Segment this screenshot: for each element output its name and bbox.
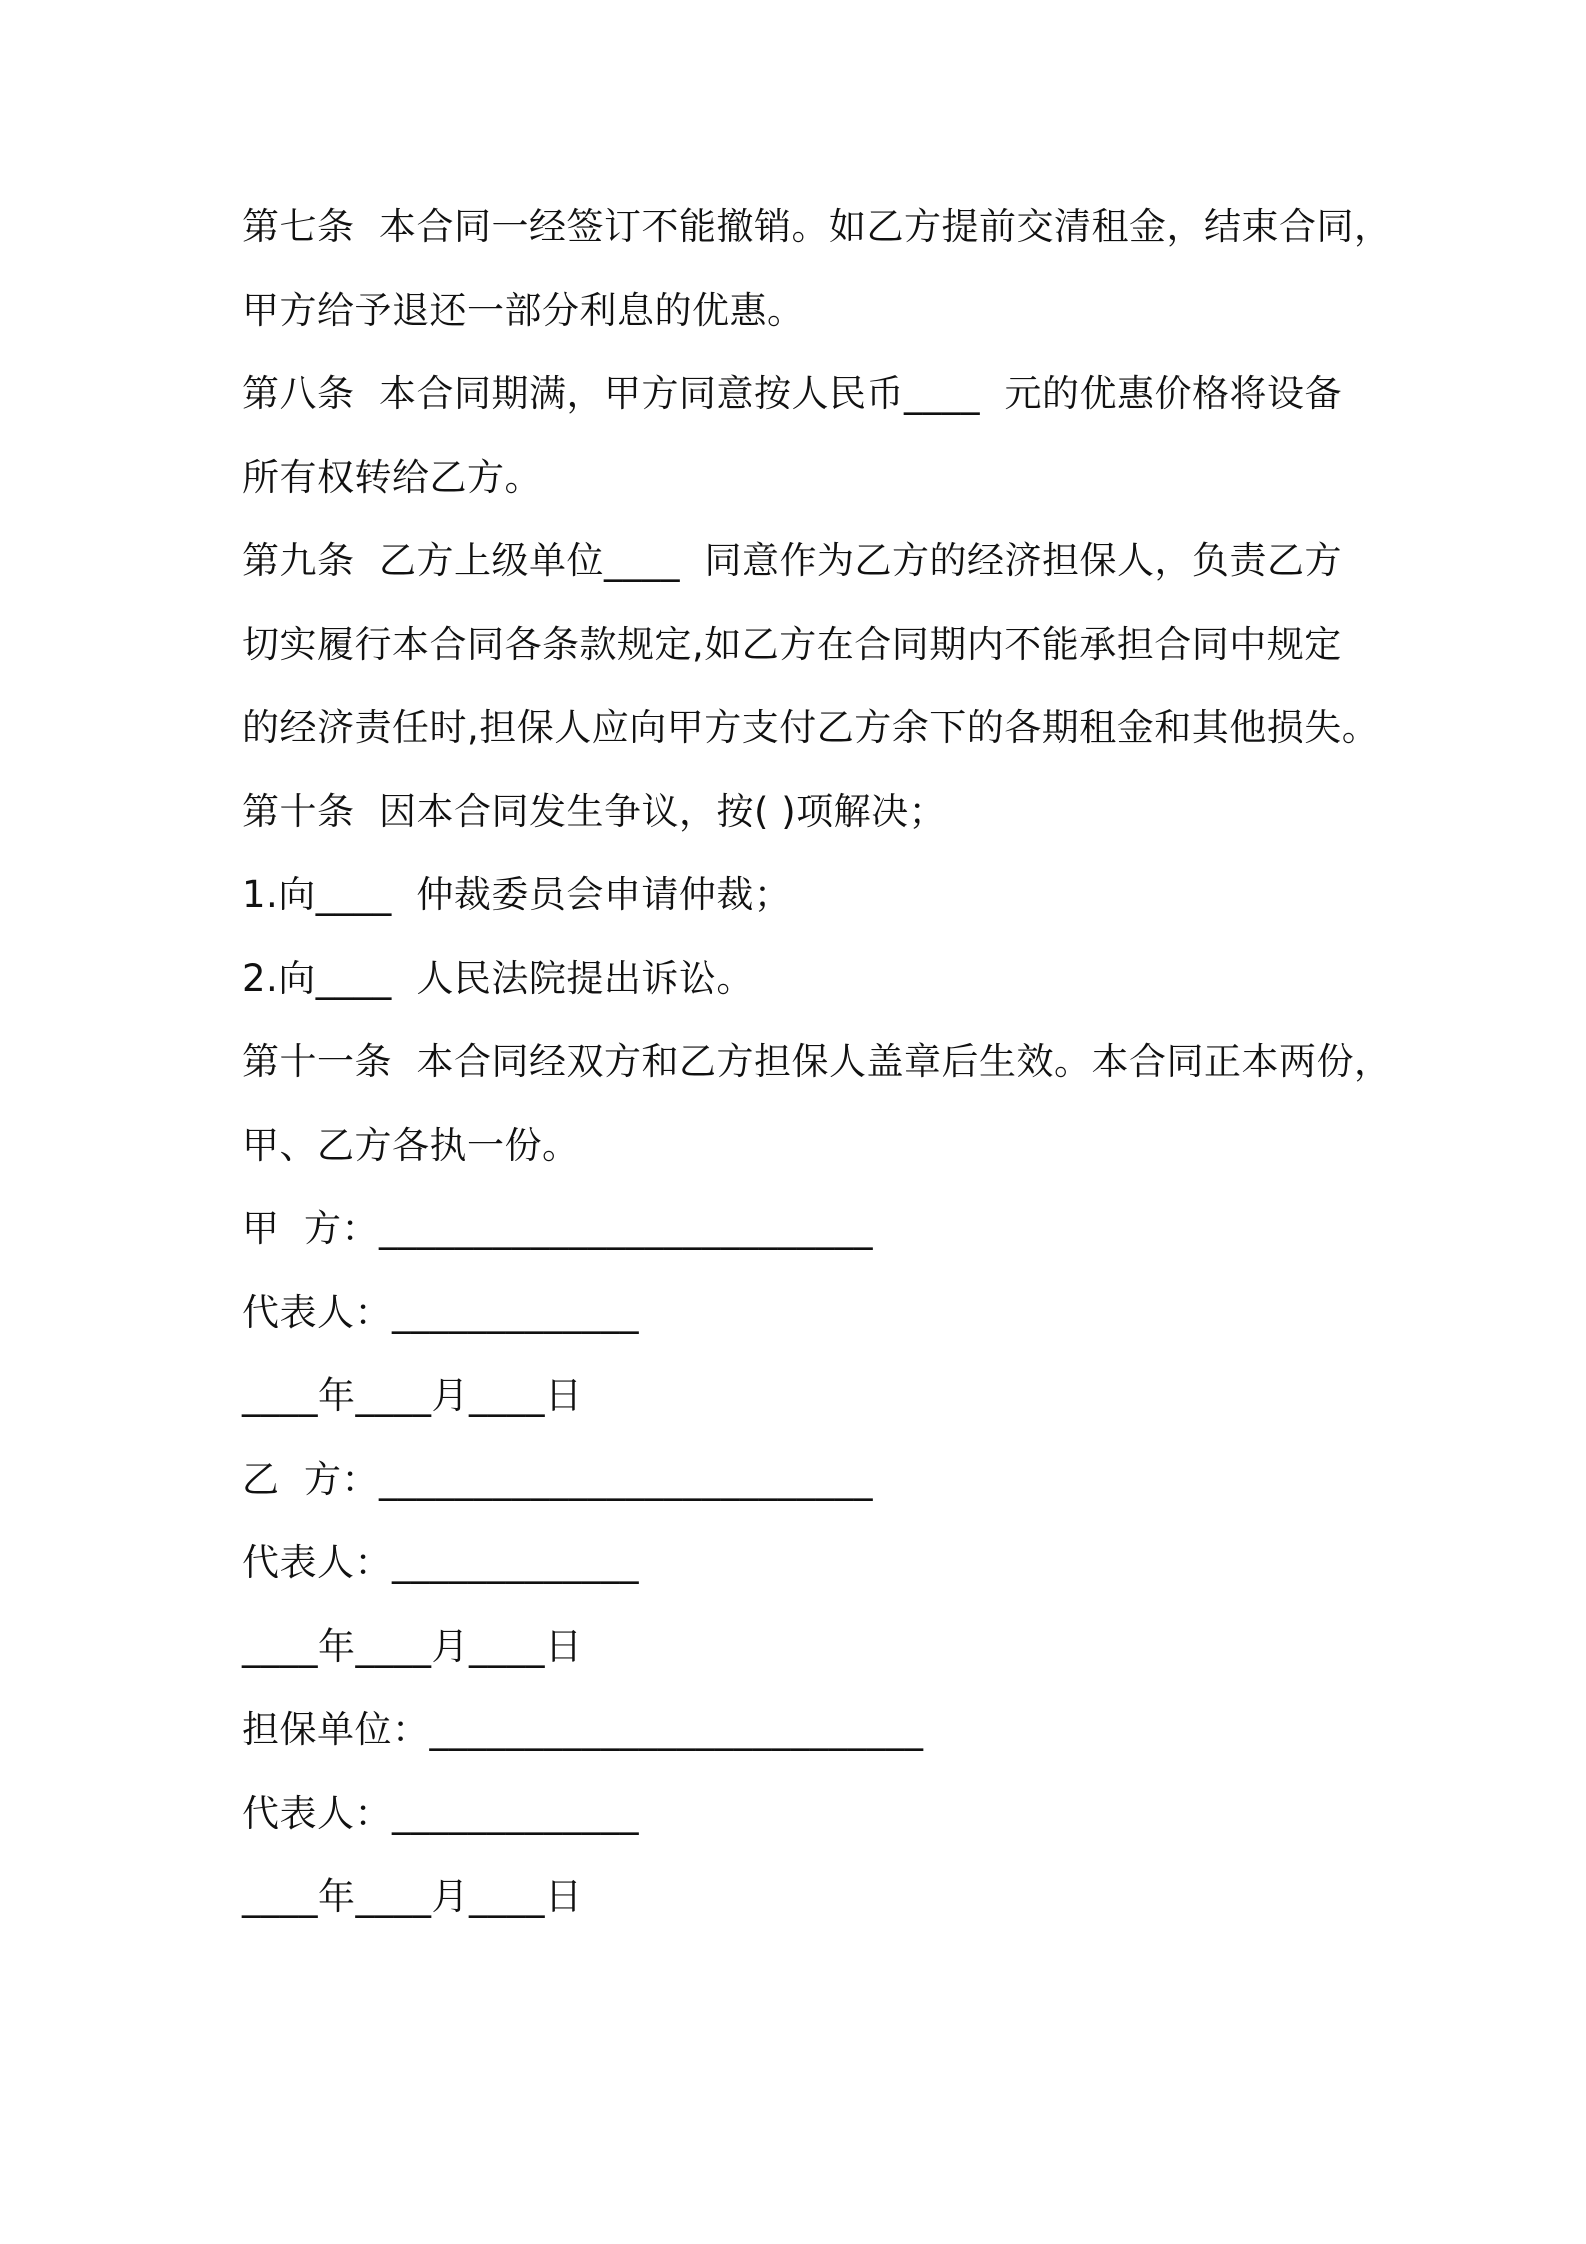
guarantor-date: ____年____月____日 (242, 1875, 583, 1918)
contract-body (242, 196, 1392, 1950)
article-10-line: 第十条 因本合同发生争议，按( )项解决； (242, 789, 947, 833)
guarantor-signature: 担保单位：__________________________ (242, 1708, 924, 1751)
party-a-signature: 甲 方：__________________________ (242, 1207, 874, 1250)
guarantor-representative: 代表人：_____________ (242, 1791, 639, 1835)
article-9-line-3: 的经济责任时,担保人应向甲方支付乙方余下的各期租金和其他损失。 (242, 706, 1380, 749)
article-7-line-2: 甲方给予退还一部分利息的优惠。 (242, 288, 805, 332)
article-11-line-1: 第十一条 本合同经双方和乙方担保人盖章后生效。本合同正本两份， (242, 1040, 1392, 1083)
party-a-representative: 代表人：_____________ (242, 1290, 639, 1334)
party-a-date: ____年____月____日 (242, 1374, 583, 1417)
article-9-line-1: 第九条 乙方上级单位____ 同意作为乙方的经济担保人，负责乙方 (242, 539, 1343, 582)
article-9-line-2: 切实履行本合同各条款规定,如乙方在合同期内不能承担合同中规定 (242, 622, 1342, 666)
party-b-signature: 乙 方：__________________________ (242, 1457, 874, 1501)
dispute-option-2: 2.向____ 人民法院提出诉讼。 (242, 956, 754, 1000)
party-b-representative: 代表人：_____________ (242, 1541, 639, 1584)
party-b-date: ____年____月____日 (242, 1624, 583, 1668)
article-11-line-2: 甲、乙方各执一份。 (242, 1123, 580, 1167)
dispute-option-1: 1.向____ 仲裁委员会申请仲裁； (242, 873, 792, 916)
article-8-line-1: 第八条 本合同期满，甲方同意按人民币____ 元的优惠价格将设备 (242, 372, 1343, 415)
article-7-line-1: 第七条 本合同一经签订不能撤销。如乙方提前交清租金，结束合同， (242, 205, 1392, 248)
article-8-line-2: 所有权转给乙方。 (242, 455, 542, 499)
